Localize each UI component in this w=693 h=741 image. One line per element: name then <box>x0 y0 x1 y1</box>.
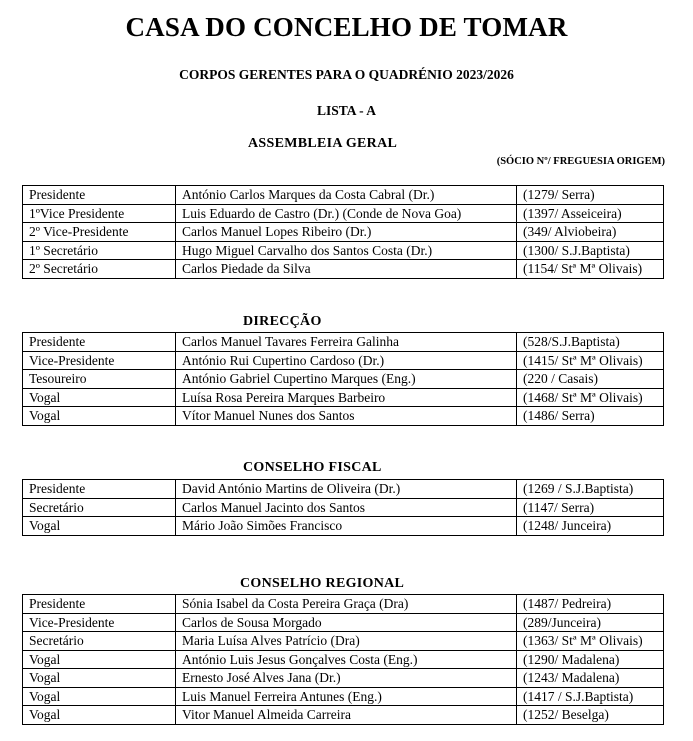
name-cell: Carlos Manuel Tavares Ferreira Galinha <box>176 333 517 352</box>
table-row <box>23 669 664 688</box>
list-label: LISTA - A <box>316 103 377 118</box>
name-cell: António Carlos Marques da Costa Cabral (Dr.) <box>176 186 517 205</box>
table-row <box>23 613 664 632</box>
member-cell: (1243/ Madalena) <box>517 669 664 688</box>
table-row <box>23 351 664 370</box>
member-cell: (528/S.J.Baptista) <box>517 333 664 352</box>
name-cell: António Gabriel Cupertino Marques (Eng.) <box>176 370 517 389</box>
role-cell: Vogal <box>23 407 176 426</box>
name-cell: Vitor Manuel Almeida Carreira <box>176 706 517 725</box>
role-cell: Secretário <box>23 498 176 517</box>
table-row <box>23 498 664 517</box>
document-subtitle: CORPOS GERENTES PARA O QUADRÉNIO 2023/2026 <box>179 67 514 82</box>
name-cell: Carlos Piedade da Silva <box>176 260 517 279</box>
role-cell: 2º Vice-Presidente <box>23 223 176 242</box>
name-cell: Mário João Simões Francisco <box>176 517 517 536</box>
table-row <box>23 706 664 725</box>
name-cell: Carlos Manuel Lopes Ribeiro (Dr.) <box>176 223 517 242</box>
role-cell: 1º Secretário <box>23 241 176 260</box>
role-cell: Presidente <box>23 595 176 614</box>
role-cell: Presidente <box>23 333 176 352</box>
name-cell: David António Martins de Oliveira (Dr.) <box>176 480 517 499</box>
section-title-direccao: DIRECÇÃO <box>243 314 322 329</box>
name-cell: Vítor Manuel Nunes dos Santos <box>176 407 517 426</box>
table-row <box>23 517 664 536</box>
role-cell: Vogal <box>23 669 176 688</box>
name-cell: Carlos de Sousa Morgado <box>176 613 517 632</box>
member-cell: (1279/ Serra) <box>517 186 664 205</box>
table-row <box>23 223 664 242</box>
member-cell: (1417 / S.J.Baptista) <box>517 687 664 706</box>
table-row <box>23 260 664 279</box>
role-cell: Vogal <box>23 706 176 725</box>
role-cell: Vogal <box>23 388 176 407</box>
section-title-assembleia-geral: ASSEMBLEIA GERAL <box>248 136 398 151</box>
role-cell: Vogal <box>23 687 176 706</box>
table-row <box>23 632 664 651</box>
role-cell: 1ºVice Presidente <box>23 204 176 223</box>
role-cell: Vogal <box>23 650 176 669</box>
role-cell: Presidente <box>23 186 176 205</box>
role-cell: 2º Secretário <box>23 260 176 279</box>
table-row <box>23 650 664 669</box>
member-cell: (1252/ Beselga) <box>517 706 664 725</box>
table-row <box>23 186 664 205</box>
member-cell: (1415/ Stª Mª Olivais) <box>517 351 664 370</box>
name-cell: Maria Luísa Alves Patrício (Dra) <box>176 632 517 651</box>
name-cell: Sónia Isabel da Costa Pereira Graça (Dra) <box>176 595 517 614</box>
member-cell: (1468/ Stª Mª Olivais) <box>517 388 664 407</box>
table-row <box>23 407 664 426</box>
member-cell: (1486/ Serra) <box>517 407 664 426</box>
column-note: (SÓCIO Nº/ FREGUESIA ORIGEM) <box>496 156 665 167</box>
role-cell: Vice-Presidente <box>23 351 176 370</box>
member-cell: (1147/ Serra) <box>517 498 664 517</box>
name-cell: Luísa Rosa Pereira Marques Barbeiro <box>176 388 517 407</box>
name-cell: Ernesto José Alves Jana (Dr.) <box>176 669 517 688</box>
table-assembleia-geral <box>22 185 664 279</box>
table-row <box>23 241 664 260</box>
member-cell: (1363/ Stª Mª Olivais) <box>517 632 664 651</box>
member-cell: (349/ Alviobeira) <box>517 223 664 242</box>
member-cell: (1290/ Madalena) <box>517 650 664 669</box>
role-cell: Vogal <box>23 517 176 536</box>
section-title-conselho-fiscal: CONSELHO FISCAL <box>243 460 382 475</box>
table-direccao <box>22 332 664 426</box>
name-cell: Luis Manuel Ferreira Antunes (Eng.) <box>176 687 517 706</box>
table-row <box>23 370 664 389</box>
table-conselho-regional <box>22 594 664 725</box>
table-row <box>23 480 664 499</box>
table-row <box>23 388 664 407</box>
member-cell: (1487/ Pedreira) <box>517 595 664 614</box>
member-cell: (1154/ Stª Mª Olivais) <box>517 260 664 279</box>
member-cell: (220 / Casais) <box>517 370 664 389</box>
table-row <box>23 204 664 223</box>
table-conselho-fiscal <box>22 479 664 536</box>
section-title-conselho-regional: CONSELHO REGIONAL <box>240 576 405 591</box>
member-cell: (1269 / S.J.Baptista) <box>517 480 664 499</box>
name-cell: António Luis Jesus Gonçalves Costa (Eng.) <box>176 650 517 669</box>
role-cell: Vice-Presidente <box>23 613 176 632</box>
member-cell: (1248/ Junceira) <box>517 517 664 536</box>
name-cell: António Rui Cupertino Cardoso (Dr.) <box>176 351 517 370</box>
table-row <box>23 333 664 352</box>
name-cell: Carlos Manuel Jacinto dos Santos <box>176 498 517 517</box>
table-row <box>23 595 664 614</box>
document-title: CASA DO CONCELHO DE TOMAR <box>125 12 568 42</box>
name-cell: Hugo Miguel Carvalho dos Santos Costa (Dr.) <box>176 241 517 260</box>
member-cell: (1397/ Asseiceira) <box>517 204 664 223</box>
role-cell: Tesoureiro <box>23 370 176 389</box>
role-cell: Secretário <box>23 632 176 651</box>
table-row <box>23 687 664 706</box>
role-cell: Presidente <box>23 480 176 499</box>
name-cell: Luis Eduardo de Castro (Dr.) (Conde de Nova Goa) <box>176 204 517 223</box>
member-cell: (289/Junceira) <box>517 613 664 632</box>
member-cell: (1300/ S.J.Baptista) <box>517 241 664 260</box>
